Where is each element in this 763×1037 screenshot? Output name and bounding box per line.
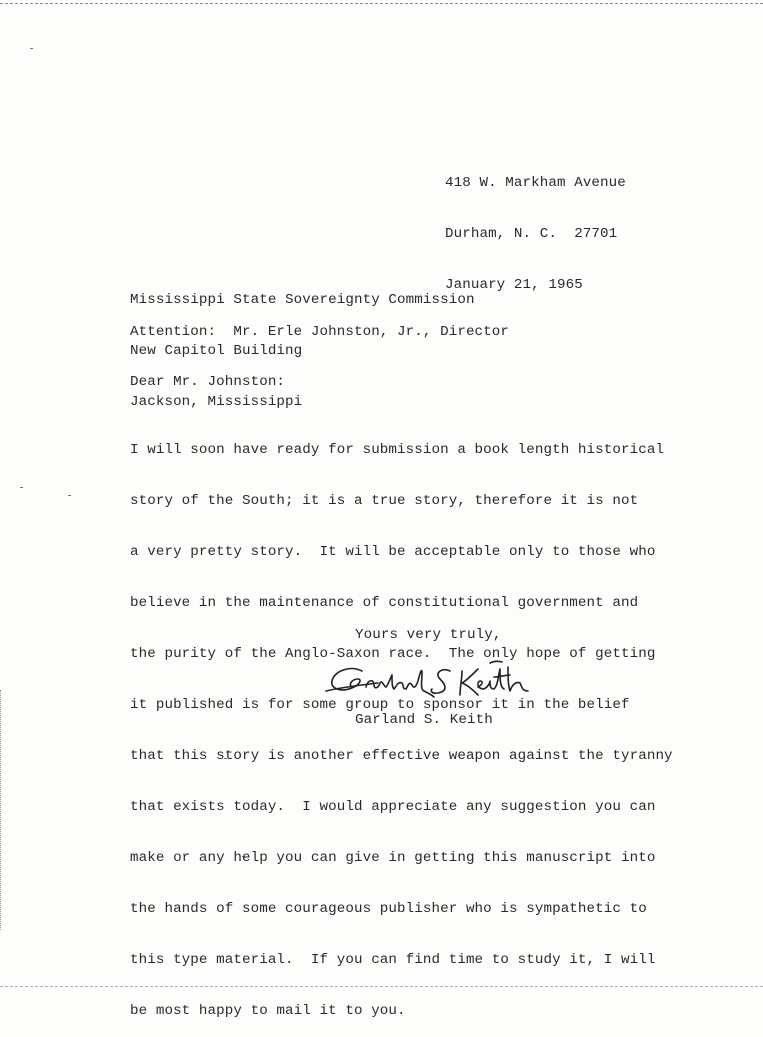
letter-date: January 21, 1965 xyxy=(445,277,583,293)
scan-speck xyxy=(30,48,33,49)
top-scan-edge xyxy=(0,3,763,4)
body-line: that exists today. I would appreciate any suggestion you can xyxy=(130,799,656,815)
return-address-city: Durham, N. C. 27701 xyxy=(445,226,618,242)
return-address-street: 418 W. Markham Avenue xyxy=(445,175,626,191)
left-scan-edge xyxy=(0,690,3,930)
handwritten-signature-icon xyxy=(322,657,552,709)
body-line: the hands of some courageous publisher who is sympathetic to xyxy=(130,901,647,917)
body-line: that this story is another effective weapon against the tyranny xyxy=(130,748,673,764)
body-line: story of the South; it is a true story, therefore it is not xyxy=(130,493,639,509)
recipient-building: New Capitol Building xyxy=(130,343,303,359)
recipient-city: Jackson, Mississippi xyxy=(130,394,303,410)
inside-address xyxy=(130,258,475,428)
body-line: this type material. If you can find time to study it, I will xyxy=(130,952,656,968)
salutation: Dear Mr. Johnston: xyxy=(130,374,286,390)
body-line: it published is for some group to sponsor it in the belief xyxy=(130,697,630,713)
scan-speck xyxy=(20,487,23,488)
recipient-organization: Mississippi State Sovereignty Commission xyxy=(130,292,475,308)
complimentary-close: Yours very truly, xyxy=(355,627,502,643)
body-line: the purity of the Anglo-Saxon race. The only hope of getting xyxy=(130,646,656,662)
body-line: believe in the maintenance of constitutional government and xyxy=(130,595,639,611)
typed-signature-name: Garland S. Keith xyxy=(355,712,493,728)
body-line: be most happy to mail it to you. xyxy=(130,1003,406,1019)
body-line: make or any help you can give in getting this manuscript into xyxy=(130,850,656,866)
attention-line: Attention: Mr. Erle Johnston, Jr., Director xyxy=(130,324,510,340)
body-line: a very pretty story. It will be acceptable only to those who xyxy=(130,544,656,560)
body-line: I will soon have ready for submission a book length historical xyxy=(130,442,665,458)
scan-speck xyxy=(68,495,71,496)
